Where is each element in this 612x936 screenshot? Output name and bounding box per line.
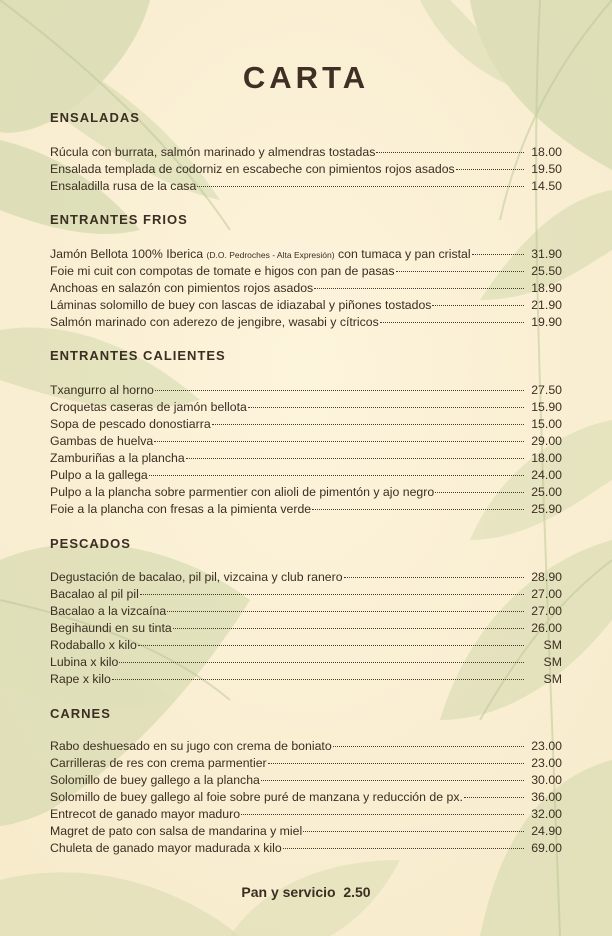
item-note: (D.O. Pedroches - Alta Expresión) [206, 250, 335, 260]
menu-item: Láminas solomillo de buey con lascas de idiazabal y piñones tostados 21.90 [50, 298, 562, 312]
menu-item: Bacalao a la vizcaína 27.00 [50, 604, 562, 618]
menu-item: Pulpo a la gallega 24.00 [50, 468, 562, 482]
menu-item: Anchoas en salazón con pimientos rojos asados 18.90 [50, 281, 562, 295]
menu-item: Chuleta de ganado mayor madurada x kilo 69.00 [50, 841, 562, 855]
menu-item: Croquetas caseras de jamón bellota 15.90 [50, 400, 562, 414]
menu-item: Jamón Bellota 100% Iberica (D.O. Pedroches - Alta Expresión) con tumaca y pan cristal 31.90 [50, 247, 562, 261]
menu-item: Entrecot de ganado mayor maduro 32.00 [50, 807, 562, 821]
menu-item: Rodaballo x kilo SM [50, 638, 562, 652]
menu-item: Magret de pato con salsa de mandarina y miel 24.90 [50, 824, 562, 838]
menu-item: Gambas de huelva 29.00 [50, 434, 562, 448]
section-heading-pescados: PESCADOS [50, 536, 131, 551]
footer-price: 2.50 [343, 884, 371, 900]
section-heading-ensaladas: ENSALADAS [50, 110, 140, 125]
menu-item: Zamburiñas a la plancha 18.00 [50, 451, 562, 465]
menu-item: Pulpo a la plancha sobre parmentier con alioli de pimentón y ajo negro 25.00 [50, 485, 562, 499]
menu-item: Rape x kilo SM [50, 672, 562, 686]
menu-item: Ensaladilla rusa de la casa 14.50 [50, 179, 562, 193]
menu-item: Lubina x kilo SM [50, 655, 562, 669]
menu-item: Rabo deshuesado en su jugo con crema de boniato 23.00 [50, 739, 562, 753]
menu-item: Degustación de bacalao, pil pil, vizcaina y club ranero 28.90 [50, 570, 562, 584]
menu-item: Solomillo de buey gallego a la plancha 30.00 [50, 773, 562, 787]
menu-item: Rúcula con burrata, salmón marinado y almendras tostadas 18.00 [50, 145, 562, 159]
menu-item: Ensalada templada de codorniz en escabeche con pimientos rojos asados 19.50 [50, 162, 562, 176]
menu-item: Carrilleras de res con crema parmentier 23.00 [50, 756, 562, 770]
menu-item: Foie mi cuit con compotas de tomate e higos con pan de pasas 25.50 [50, 264, 562, 278]
section-heading-entrantes-calientes: ENTRANTES CALIENTES [50, 348, 226, 363]
bread-and-service-charge [0, 884, 612, 900]
menu-item: Bacalao al pil pil 27.00 [50, 587, 562, 601]
menu-item: Txangurro al horno 27.50 [50, 383, 562, 397]
menu-item: Solomillo de buey gallego al foie sobre puré de manzana y reducción de px. 36.00 [50, 790, 562, 804]
menu-item: Foie a la plancha con fresas a la pimienta verde 25.90 [50, 502, 562, 516]
page-title: CARTA [242, 60, 370, 95]
footer-label: Pan y servicio [241, 884, 336, 900]
menu-item: Begihaundi en su tinta 26.00 [50, 621, 562, 635]
menu-item: Salmón marinado con aderezo de jengibre, wasabi y cítricos 19.90 [50, 315, 562, 329]
section-heading-carnes: CARNES [50, 706, 111, 721]
menu-item: Sopa de pescado donostiarra 15.00 [50, 417, 562, 431]
section-heading-entrantes-frios: ENTRANTES FRIOS [50, 212, 188, 227]
